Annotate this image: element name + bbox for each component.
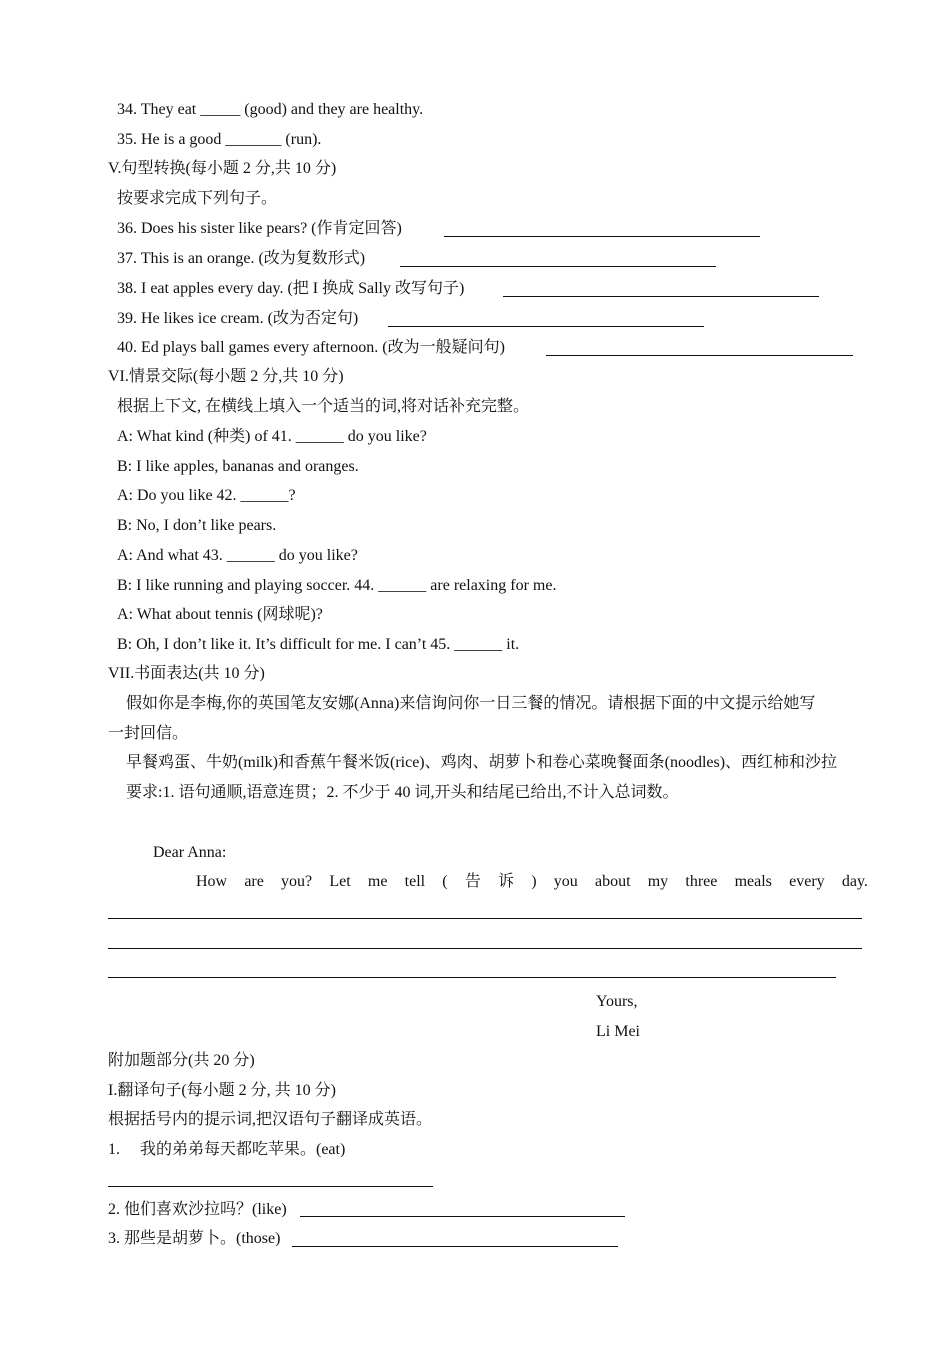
answer-line-37[interactable] xyxy=(400,266,716,267)
question-39 xyxy=(117,308,358,330)
letter-word: ( xyxy=(442,873,448,890)
section-7-prompt-cont: 一封回信。 xyxy=(108,725,189,742)
writing-line-1[interactable] xyxy=(108,918,862,919)
letter-word: ) xyxy=(531,873,537,890)
translation-2-text: 2. 他们喜欢沙拉吗？(like) xyxy=(108,1201,287,1218)
answer-line-36[interactable] xyxy=(444,236,760,237)
question-39-text: 39. He likes ice cream. (改为否定句) xyxy=(117,310,359,327)
writing-line-3[interactable] xyxy=(108,977,836,978)
question-40 xyxy=(117,337,505,359)
letter-word: you? xyxy=(281,873,313,890)
translation-2 xyxy=(108,1199,287,1221)
question-38 xyxy=(117,278,464,300)
question-34: 34. They eat _____ (good) and they are healthy. xyxy=(117,101,424,118)
extra-section-1-title: I.翻译句子(每小题 2 分, 共 10 分) xyxy=(108,1082,336,1099)
dialogue-line: B: I like apples, bananas and oranges. xyxy=(117,458,359,475)
letter-word: Let xyxy=(329,873,351,890)
dialogue-line: B: Oh, I don’t like it. It’s difficult for me. I can’t 45. ______ it. xyxy=(117,636,520,653)
dialogue-line: A: Do you like 42. ______? xyxy=(117,487,296,504)
letter-word: me xyxy=(367,873,388,890)
section-7-title: VII.书面表达(共 10 分) xyxy=(108,665,265,682)
question-37-text: 37. This is an orange. (改为复数形式) xyxy=(117,250,366,267)
letter-word: every xyxy=(789,873,825,890)
writing-line-2[interactable] xyxy=(108,948,862,949)
answer-line-38[interactable] xyxy=(503,296,819,297)
letter-word: 告 xyxy=(464,873,481,890)
answer-line-40[interactable] xyxy=(546,355,853,356)
section-7-hints: 早餐鸡蛋、牛奶(milk)和香蕉午餐米饭(rice)、鸡肉、胡萝卜和卷心菜晚餐面条(noodles)、西红柿和沙拉 xyxy=(126,754,838,771)
extra-section-1-instructions: 根据括号内的提示词,把汉语句子翻译成英语。 xyxy=(108,1111,433,1128)
question-37 xyxy=(117,248,365,270)
question-40-text: 40. Ed plays ball games every afternoon. (改为一般疑问句) xyxy=(117,339,505,356)
section-5-title: V.句型转换(每小题 2 分,共 10 分) xyxy=(108,160,337,177)
letter-greeting: Dear Anna: xyxy=(153,844,227,861)
letter-first-line xyxy=(196,871,868,893)
letter-word: about xyxy=(594,873,631,890)
section-6-instructions: 根据上下文, 在横线上填入一个适当的词,将对话补充完整。 xyxy=(117,398,530,415)
answer-line-t3[interactable] xyxy=(292,1246,618,1247)
section-7-requirements: 要求:1. 语句通顺,语意连贯；2. 不少于 40 词,开头和结尾已给出,不计入总词数。 xyxy=(126,784,679,801)
section-7-prompt: 假如你是李梅,你的英国笔友安娜(Anna)来信询问你一日三餐的情况。请根据下面的中文提示给她写 xyxy=(126,695,816,712)
answer-line-39[interactable] xyxy=(388,326,704,327)
dialogue-line: A: What kind (种类) of 41. ______ do you like? xyxy=(117,428,427,445)
answer-line-t2[interactable] xyxy=(300,1216,625,1217)
section-6-title: VI.情景交际(每小题 2 分,共 10 分) xyxy=(108,368,344,385)
translation-3 xyxy=(108,1228,280,1250)
letter-word: you xyxy=(553,873,578,890)
letter-word: tell xyxy=(404,873,426,890)
letter-signature: Li Mei xyxy=(596,1023,640,1040)
letter-closing: Yours, xyxy=(596,993,638,1010)
dialogue-line: A: What about tennis (网球呢)? xyxy=(117,606,323,623)
letter-word: How xyxy=(196,873,228,890)
letter-word: three xyxy=(685,873,718,890)
translation-3-text: 3. 那些是胡萝卜。(those) xyxy=(108,1230,281,1247)
dialogue-line: B: No, I don’t like pears. xyxy=(117,517,277,534)
letter-word: day. xyxy=(841,873,868,890)
question-36 xyxy=(117,218,402,240)
question-35: 35. He is a good _______ (run). xyxy=(117,131,322,148)
dialogue-line: A: And what 43. ______ do you like? xyxy=(117,547,358,564)
question-36-text: 36. Does his sister like pears? (作肯定回答) xyxy=(117,220,402,237)
letter-word: 诉 xyxy=(498,873,515,890)
dialogue-line: B: I like running and playing soccer. 44. ______ are relaxing for me. xyxy=(117,577,557,594)
section-5-instructions: 按要求完成下列句子。 xyxy=(117,190,278,207)
extra-section-title: 附加题部分(共 20 分) xyxy=(108,1052,255,1069)
letter-word: meals xyxy=(734,873,772,890)
letter-word: are xyxy=(244,873,264,890)
answer-line-t1[interactable] xyxy=(108,1186,433,1187)
letter-word: my xyxy=(647,873,669,890)
translation-1: 1. 我的弟弟每天都吃苹果。(eat) xyxy=(108,1141,346,1158)
question-38-text: 38. I eat apples every day. (把 I 换成 Sally 改写句子) xyxy=(117,280,465,297)
